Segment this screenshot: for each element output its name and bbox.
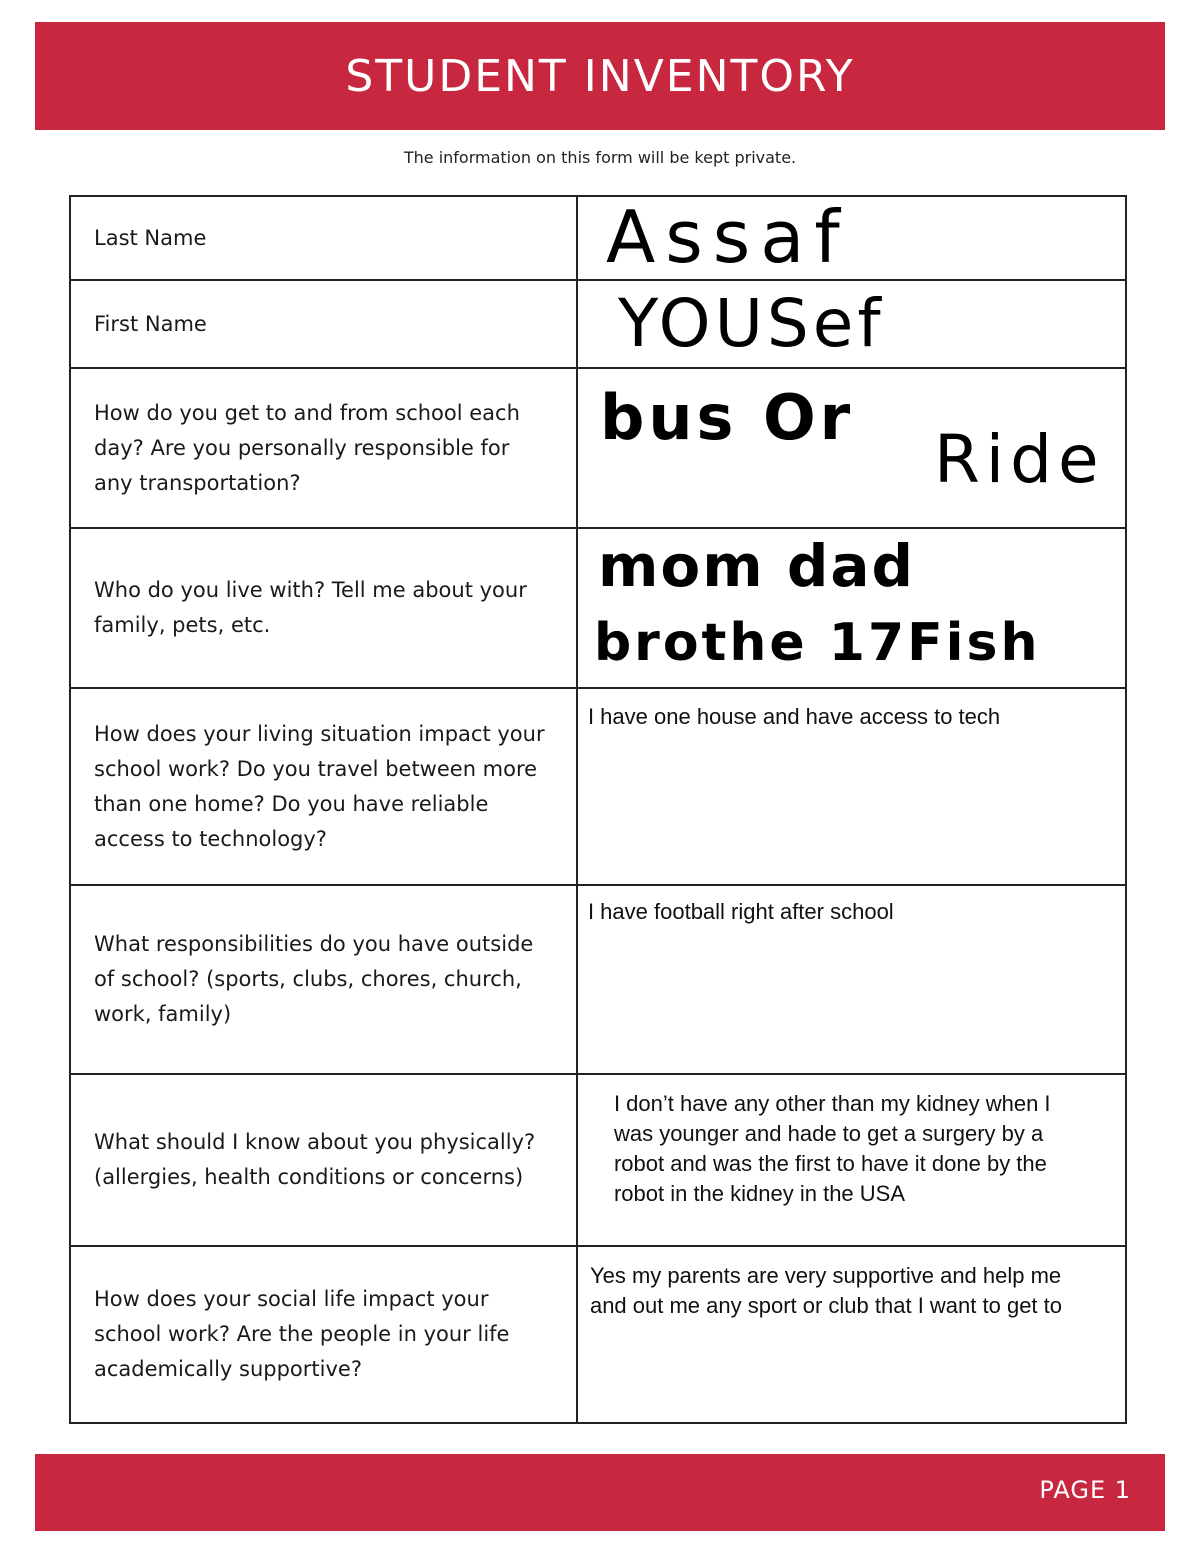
question-label: How do you get to and from school each day? Are you personally responsible for any transportation? <box>94 400 520 495</box>
question-cell <box>70 280 577 368</box>
privacy-note: The information on this form will be kept private. <box>403 148 797 167</box>
answer-cell[interactable] <box>577 1074 1126 1246</box>
answer-cell[interactable] <box>577 280 1126 368</box>
handwritten-answer: YOUSef <box>617 285 885 362</box>
question-cell <box>70 528 577 688</box>
handwritten-answer: mom dad <box>597 532 916 600</box>
header-banner <box>35 22 1165 130</box>
handwritten-answer: Assaf <box>605 195 850 279</box>
question-label: Who do you live with? Tell me about your family, pets, etc. <box>94 578 527 637</box>
handwritten-answer: brothe 17Fish <box>593 613 1041 673</box>
form-row-first-name <box>70 280 1126 368</box>
question-label: How does your living situation impact your school work? Do you travel between more than one home? Do you have reliable access to technology? <box>94 721 545 851</box>
typed-answer: I don’t have any other than my kidney when I was younger and hade to get a surgery by a robot and was the first to have it done by the robot in the kidney in the USA <box>613 1091 1051 1206</box>
answer-cell[interactable] <box>577 688 1126 885</box>
form-row-living-situation <box>70 688 1126 885</box>
question-label: What should I know about you physically? (allergies, health conditions or concerns) <box>94 1130 536 1189</box>
typed-answer: I have one house and have access to tech <box>587 704 1001 729</box>
question-cell <box>70 885 577 1074</box>
question-cell <box>70 688 577 885</box>
answer-cell[interactable] <box>577 528 1126 688</box>
question-label: Last Name <box>94 225 207 250</box>
answer-cell[interactable] <box>577 1246 1126 1423</box>
handwritten-answer: bus Or <box>599 381 855 454</box>
form-row-family <box>70 528 1126 688</box>
question-label: First Name <box>94 311 207 336</box>
question-cell <box>70 1074 577 1246</box>
answer-cell[interactable] <box>577 368 1126 528</box>
question-label: How does your social life impact your school work? Are the people in your life academically supportive? <box>94 1287 510 1381</box>
form-row-physical <box>70 1074 1126 1246</box>
question-cell <box>70 368 577 528</box>
answer-cell[interactable] <box>577 885 1126 1074</box>
page-title: STUDENT INVENTORY <box>345 50 855 102</box>
page-number: PAGE 1 <box>1039 1476 1131 1504</box>
typed-answer: Yes my parents are very supportive and help me and out me any sport or club that I want to get to <box>589 1263 1063 1318</box>
question-label: What responsibilities do you have outside of school? (sports, clubs, chores, church, work, family) <box>94 932 534 1026</box>
typed-answer: I have football right after school <box>587 899 894 924</box>
form-row-last-name <box>70 196 1126 280</box>
question-cell <box>70 1246 577 1423</box>
question-cell <box>70 196 577 280</box>
footer-banner <box>35 1454 1165 1531</box>
handwritten-answer: Ride <box>933 421 1105 498</box>
answer-cell[interactable] <box>577 196 1126 280</box>
inventory-form-table <box>69 195 1127 1424</box>
form-row-transportation <box>70 368 1126 528</box>
form-row-social-life <box>70 1246 1126 1423</box>
form-row-responsibilities <box>70 885 1126 1074</box>
